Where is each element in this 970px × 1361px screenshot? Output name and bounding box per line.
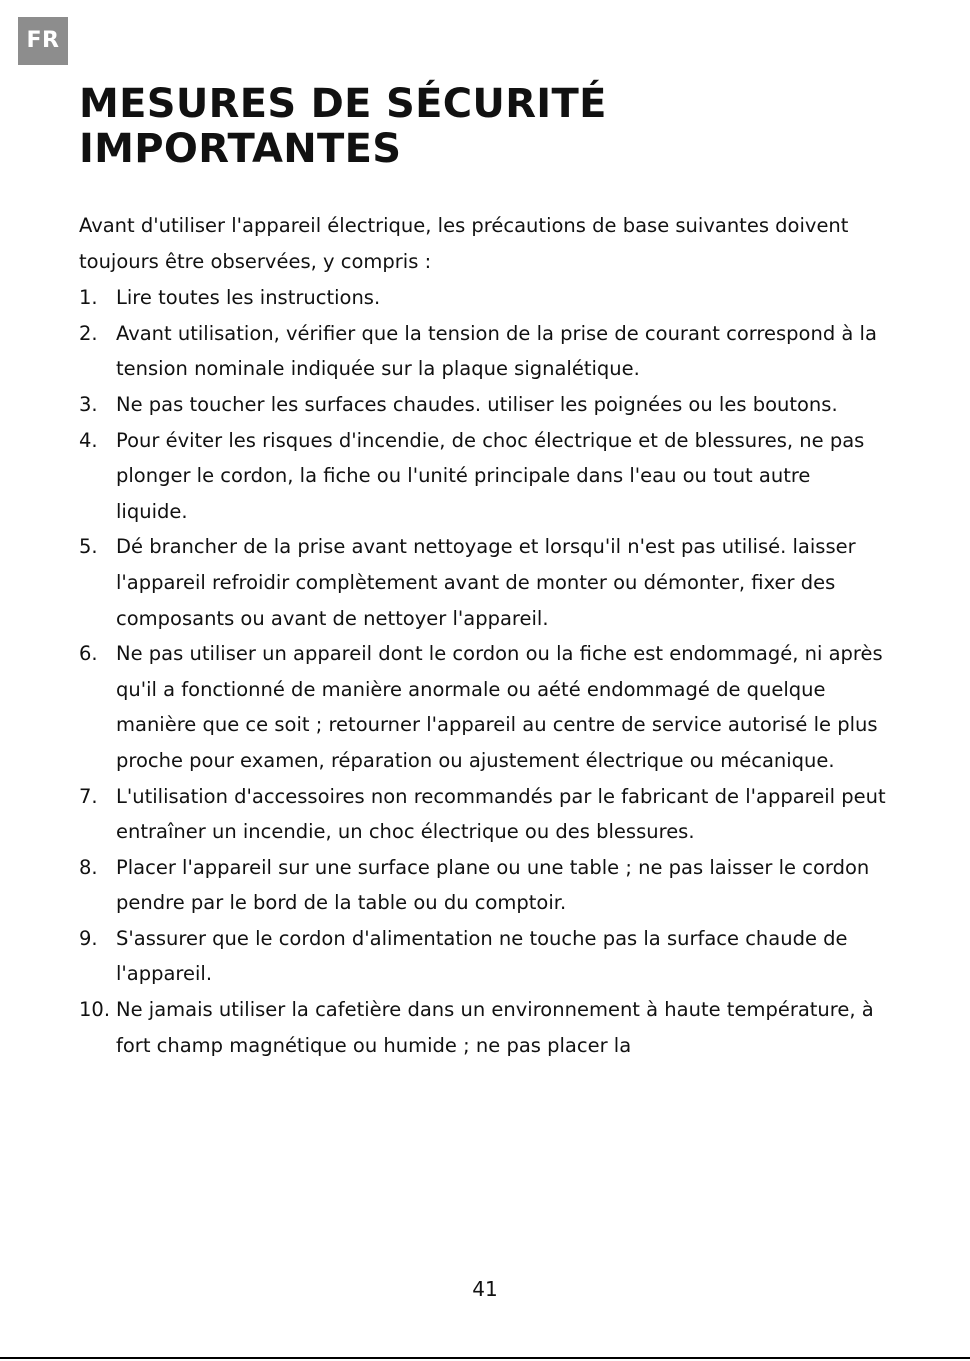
item-number: 6. <box>79 642 98 666</box>
item-text: Dé brancher de la prise avant nettoyage et lorsqu'il n'est pas utilisé. laisser l'appareil refroidir complètement avant de monter ou démonter, fixer des composants ou avant de nettoyer l'appareil. <box>116 535 856 630</box>
item-number: 3. <box>79 392 98 416</box>
item-number: 8. <box>79 855 98 879</box>
item-number: 2. <box>79 321 98 345</box>
item-number: 9. <box>79 926 98 950</box>
item-number: 7. <box>79 784 98 808</box>
safety-content <box>79 208 899 1063</box>
item-number: 5. <box>79 535 98 559</box>
language-badge: FR <box>18 17 68 65</box>
item-text: Ne pas utiliser un appareil dont le cordon ou la fiche est endommagé, ni après qu'il a fonctionné de manière anormale ou aété endommagé de quelque manière que ce soit ; retourner l'appareil au centre de service autorisé le plus proche pour examen, réparation ou ajustement électrique ou mécanique. <box>116 642 883 772</box>
list-item <box>79 423 899 530</box>
item-number: 4. <box>79 428 98 452</box>
bottom-divider <box>0 1357 970 1359</box>
page-title-line-1: MESURES DE SÉCURITÉ <box>79 81 607 127</box>
intro-paragraph: Avant d'utiliser l'appareil électrique, les précautions de base suivantes doivent toujours être observées, y compris : <box>79 214 849 273</box>
page-title <box>79 82 879 172</box>
item-text: Avant utilisation, vérifier que la tension de la prise de courant correspond à la tension nominale indiquée sur la plaque signalétique. <box>116 321 877 381</box>
list-item <box>79 992 899 1063</box>
item-number: 1. <box>79 286 98 310</box>
page-title-line-2: IMPORTANTES <box>79 126 402 172</box>
list-item <box>79 316 899 387</box>
safety-instructions-list <box>79 280 899 1063</box>
item-text: Placer l'appareil sur une surface plane ou une table ; ne pas laisser le cordon pendre par le bord de la table ou du comptoir. <box>116 855 870 915</box>
item-text: Ne pas toucher les surfaces chaudes. utiliser les poignées ou les boutons. <box>116 392 838 416</box>
list-item <box>79 529 899 636</box>
list-item <box>79 921 899 992</box>
list-item <box>79 387 899 423</box>
item-text: Pour éviter les risques d'incendie, de choc électrique et de blessures, ne pas plonger le cordon, la fiche ou l'unité principale dans l'eau ou tout autre liquide. <box>116 428 865 523</box>
page-number: 41 <box>472 1277 498 1301</box>
list-item <box>79 779 899 850</box>
item-text: Lire toutes les instructions. <box>116 286 381 310</box>
item-number: 10. <box>79 998 111 1022</box>
item-text: Ne jamais utiliser la cafetière dans un environnement à haute température, à fort champ magnétique ou humide ; ne pas placer la <box>116 998 874 1057</box>
item-text: L'utilisation d'accessoires non recommandés par le fabricant de l'appareil peut entraîner un incendie, un choc électrique ou des blessures. <box>116 784 886 844</box>
list-item <box>79 636 899 778</box>
list-item <box>79 850 899 921</box>
list-item <box>79 280 899 316</box>
item-text: S'assurer que le cordon d'alimentation ne touche pas la surface chaude de l'appareil. <box>116 926 848 986</box>
